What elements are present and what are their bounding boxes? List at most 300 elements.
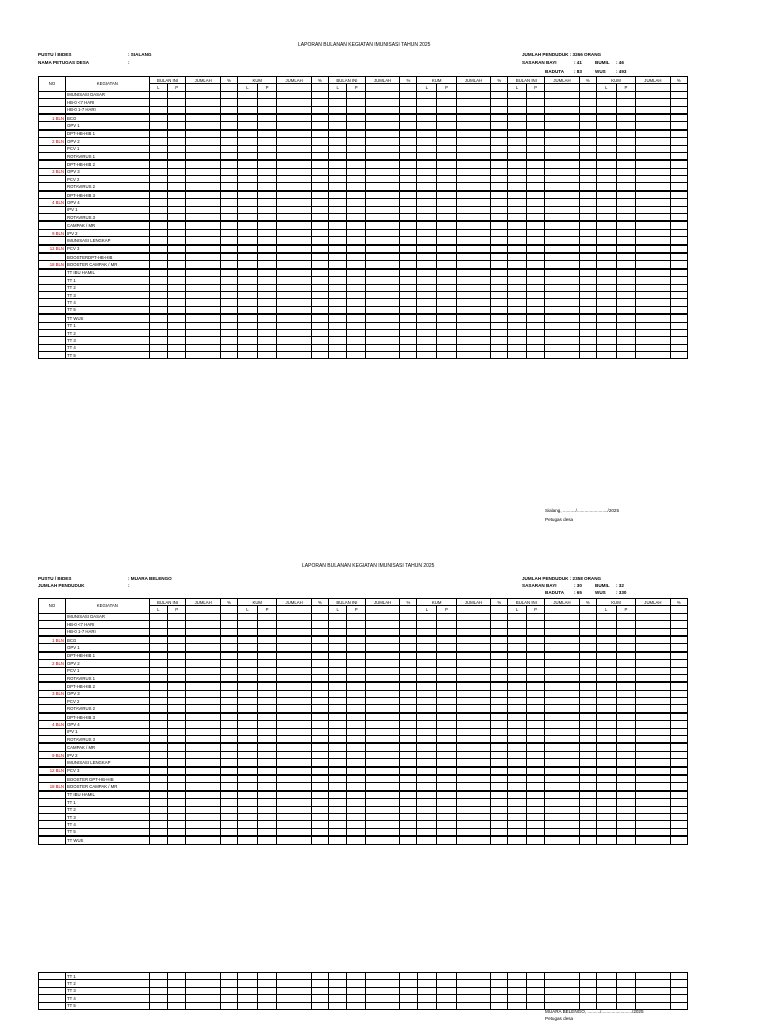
row-kegiatan: OPV 2: [66, 660, 150, 667]
data-cell: [238, 245, 258, 253]
data-cell: [545, 690, 579, 697]
data-cell: [238, 191, 258, 199]
row-kegiatan: DPT-HB-HIB 3: [66, 713, 150, 721]
data-cell: [277, 145, 311, 152]
table-row: [39, 767, 688, 775]
data-cell: [257, 352, 277, 359]
data-cell: [220, 644, 237, 652]
data-cell: [545, 199, 579, 206]
data-cell: [491, 806, 508, 813]
data-cell: [596, 114, 616, 122]
data-cell: [579, 221, 596, 229]
data-cell: [636, 152, 670, 160]
data-cell: [616, 813, 636, 820]
data-cell: [329, 299, 347, 306]
data-cell: [491, 306, 508, 314]
data-cell: [149, 261, 167, 269]
data-cell: [238, 269, 258, 277]
data-cell: [277, 667, 311, 674]
data-cell: [579, 743, 596, 751]
header-l: L: [508, 606, 526, 613]
data-cell: [186, 344, 220, 351]
data-cell: [168, 705, 186, 713]
data-cell: [277, 237, 311, 245]
data-cell: [347, 291, 365, 298]
data-cell: [636, 828, 670, 836]
table-row: [39, 183, 688, 191]
data-cell: [311, 114, 328, 122]
data-cell: [508, 206, 526, 213]
row-kegiatan: TT 4: [66, 821, 150, 828]
data-cell: [636, 682, 670, 690]
data-cell: [596, 828, 616, 836]
data-cell: [257, 191, 277, 199]
data-cell: [596, 130, 616, 138]
data-cell: [238, 674, 258, 682]
data-cell: [670, 628, 687, 636]
data-cell: [526, 690, 544, 697]
data-cell: [311, 314, 328, 322]
data-cell: [277, 322, 311, 329]
table-row: [39, 995, 688, 1002]
data-cell: [365, 152, 399, 160]
data-cell: [257, 973, 277, 980]
data-cell: [347, 337, 365, 344]
data-cell: [508, 667, 526, 674]
data-cell: [437, 821, 457, 828]
data-cell: [579, 644, 596, 652]
data-cell: [456, 229, 490, 236]
row-kegiatan: TT 1: [66, 799, 150, 806]
header-l: L: [329, 84, 347, 91]
data-cell: [238, 621, 258, 628]
table-row: [39, 106, 688, 114]
data-cell: [329, 698, 347, 705]
data-cell: [277, 152, 311, 160]
data-cell: [149, 299, 167, 306]
data-cell: [491, 199, 508, 206]
data-cell: [238, 229, 258, 236]
data-cell: [545, 713, 579, 721]
data-cell: [636, 199, 670, 206]
data-cell: [491, 751, 508, 758]
table-row: [39, 698, 688, 705]
row-kegiatan: TT 1: [66, 277, 150, 284]
data-cell: [168, 314, 186, 322]
header-group: %: [311, 77, 328, 84]
data-cell: [636, 130, 670, 138]
data-cell: [347, 183, 365, 191]
header-empty: [186, 606, 220, 613]
data-cell: [616, 836, 636, 844]
data-cell: [526, 987, 544, 994]
data-cell: [186, 652, 220, 660]
data-cell: [400, 743, 417, 751]
data-cell: [149, 728, 167, 735]
data-cell: [545, 836, 579, 844]
data-cell: [636, 337, 670, 344]
data-cell: [365, 145, 399, 152]
table-row: [39, 191, 688, 199]
data-cell: [670, 291, 687, 298]
header-empty: [311, 606, 328, 613]
data-cell: [526, 980, 544, 987]
data-cell: [168, 806, 186, 813]
data-cell: [257, 183, 277, 191]
data-cell: [168, 114, 186, 122]
data-cell: [437, 987, 457, 994]
data-cell: [526, 299, 544, 306]
data-cell: [526, 329, 544, 336]
data-cell: [670, 973, 687, 980]
data-cell: [526, 206, 544, 213]
data-cell: [417, 628, 437, 636]
data-cell: [220, 168, 237, 175]
data-cell: [417, 674, 437, 682]
data-cell: [277, 759, 311, 767]
table-row: [39, 91, 688, 98]
data-cell: [238, 667, 258, 674]
data-cell: [257, 245, 277, 253]
data-cell: [636, 176, 670, 183]
data-cell: [456, 314, 490, 322]
data-cell: [456, 995, 490, 1002]
table-row: [39, 122, 688, 130]
header-group: %: [670, 599, 687, 606]
data-cell: [508, 314, 526, 322]
data-cell: [526, 759, 544, 767]
data-cell: [508, 621, 526, 628]
data-cell: [596, 995, 616, 1002]
data-cell: [186, 168, 220, 175]
data-cell: [670, 767, 687, 775]
data-cell: [636, 299, 670, 306]
data-cell: [545, 821, 579, 828]
data-cell: [616, 682, 636, 690]
data-cell: [508, 674, 526, 682]
row-kegiatan: HB-0 <7 HARI: [66, 99, 150, 106]
data-cell: [526, 767, 544, 775]
data-cell: [636, 799, 670, 806]
data-cell: [545, 99, 579, 106]
data-cell: [437, 767, 457, 775]
data-cell: [670, 698, 687, 705]
row-age-group: [39, 775, 66, 783]
data-cell: [491, 130, 508, 138]
header-p: P: [168, 606, 186, 613]
data-cell: [365, 284, 399, 291]
data-cell: [365, 743, 399, 751]
data-cell: [636, 987, 670, 994]
data-cell: [347, 644, 365, 652]
row-age-group: [39, 122, 66, 130]
data-cell: [311, 980, 328, 987]
data-cell: [616, 214, 636, 222]
data-cell: [329, 613, 347, 620]
data-cell: [526, 176, 544, 183]
data-cell: [329, 114, 347, 122]
data-cell: [311, 337, 328, 344]
data-cell: [329, 306, 347, 314]
data-cell: [545, 114, 579, 122]
data-cell: [347, 698, 365, 705]
data-cell: [149, 767, 167, 775]
data-cell: [491, 160, 508, 168]
data-cell: [329, 836, 347, 844]
data-cell: [545, 759, 579, 767]
data-cell: [596, 306, 616, 314]
row-age-group: [39, 145, 66, 152]
data-cell: [329, 145, 347, 152]
data-cell: [186, 176, 220, 183]
data-cell: [311, 698, 328, 705]
data-cell: [437, 973, 457, 980]
data-cell: [400, 806, 417, 813]
table-row: [39, 199, 688, 206]
row-kegiatan: TT 4: [66, 344, 150, 351]
data-cell: [329, 337, 347, 344]
row-kegiatan: TT 4: [66, 299, 150, 306]
data-cell: [329, 106, 347, 114]
data-cell: [220, 352, 237, 359]
row-kegiatan: TT 4: [66, 995, 150, 1002]
data-cell: [456, 667, 490, 674]
data-cell: [437, 652, 457, 660]
row-kegiatan: OPV 4: [66, 199, 150, 206]
data-cell: [636, 652, 670, 660]
data-cell: [508, 613, 526, 620]
data-cell: [491, 269, 508, 277]
data-cell: [526, 713, 544, 721]
row-age-group: [39, 299, 66, 306]
data-cell: [526, 674, 544, 682]
data-cell: [149, 145, 167, 152]
data-cell: [257, 91, 277, 98]
data-cell: [579, 799, 596, 806]
data-cell: [149, 214, 167, 222]
data-cell: [579, 152, 596, 160]
baduta-label-2: BADUTA: [545, 590, 565, 595]
data-cell: [596, 329, 616, 336]
data-cell: [596, 229, 616, 236]
data-cell: [596, 314, 616, 322]
data-cell: [168, 284, 186, 291]
row-age-group: [39, 329, 66, 336]
data-cell: [491, 314, 508, 322]
data-cell: [257, 621, 277, 628]
data-cell: [456, 145, 490, 152]
data-cell: [149, 114, 167, 122]
data-cell: [491, 698, 508, 705]
data-cell: [365, 799, 399, 806]
data-cell: [508, 767, 526, 775]
data-cell: [168, 245, 186, 253]
data-cell: [491, 168, 508, 175]
wus-label-1: WUS: [595, 69, 606, 74]
data-cell: [456, 705, 490, 713]
data-cell: [365, 122, 399, 130]
data-cell: [616, 721, 636, 728]
data-cell: [636, 690, 670, 697]
data-cell: [456, 269, 490, 277]
data-cell: [238, 145, 258, 152]
row-age-group: [39, 806, 66, 813]
data-cell: [491, 621, 508, 628]
header-group: JUMLAH: [456, 599, 490, 606]
data-cell: [545, 775, 579, 783]
header-l: L: [149, 84, 167, 91]
data-cell: [329, 253, 347, 261]
row-kegiatan: DPT-HB-HIB 1: [66, 652, 150, 660]
data-cell: [311, 613, 328, 620]
row-age-group: [39, 759, 66, 767]
data-cell: [508, 306, 526, 314]
data-cell: [238, 106, 258, 114]
header-empty: [277, 606, 311, 613]
data-cell: [417, 698, 437, 705]
data-cell: [491, 980, 508, 987]
data-cell: [545, 728, 579, 735]
data-cell: [329, 245, 347, 253]
table-row: [39, 636, 688, 644]
data-cell: [456, 122, 490, 130]
data-cell: [257, 99, 277, 106]
data-cell: [437, 122, 457, 130]
data-cell: [400, 106, 417, 114]
data-cell: [220, 751, 237, 758]
data-cell: [329, 652, 347, 660]
data-cell: [636, 628, 670, 636]
data-cell: [149, 306, 167, 314]
data-cell: [311, 628, 328, 636]
data-cell: [545, 995, 579, 1002]
data-cell: [670, 728, 687, 735]
data-cell: [456, 690, 490, 697]
data-cell: [616, 306, 636, 314]
table-row: [39, 836, 688, 844]
data-cell: [508, 682, 526, 690]
table-row: [39, 690, 688, 697]
data-cell: [616, 799, 636, 806]
data-cell: [579, 813, 596, 820]
data-cell: [508, 713, 526, 721]
data-cell: [257, 160, 277, 168]
data-cell: [616, 152, 636, 160]
data-cell: [311, 229, 328, 236]
data-cell: [456, 751, 490, 758]
data-cell: [508, 660, 526, 667]
data-cell: [238, 253, 258, 261]
data-cell: [277, 206, 311, 213]
data-cell: [579, 828, 596, 836]
data-cell: [365, 751, 399, 758]
data-cell: [491, 277, 508, 284]
data-cell: [526, 138, 544, 145]
header-p: P: [168, 84, 186, 91]
data-cell: [277, 821, 311, 828]
data-cell: [311, 183, 328, 191]
data-cell: [456, 980, 490, 987]
data-cell: [417, 221, 437, 229]
data-cell: [670, 106, 687, 114]
data-cell: [186, 736, 220, 744]
data-cell: [491, 783, 508, 791]
row-kegiatan: BOOSTER CAMPAK / MR: [66, 261, 150, 269]
data-cell: [186, 183, 220, 191]
data-cell: [545, 667, 579, 674]
data-cell: [168, 352, 186, 359]
data-cell: [149, 705, 167, 713]
immunization-table-2-continued: [38, 972, 688, 1010]
data-cell: [491, 660, 508, 667]
data-cell: [526, 145, 544, 152]
data-cell: [579, 284, 596, 291]
data-cell: [579, 176, 596, 183]
data-cell: [616, 628, 636, 636]
data-cell: [149, 344, 167, 351]
data-cell: [670, 667, 687, 674]
data-cell: [347, 306, 365, 314]
row-kegiatan: DPT-HB-HIB 1: [66, 130, 150, 138]
data-cell: [220, 160, 237, 168]
data-cell: [545, 329, 579, 336]
row-kegiatan: PCV 3: [66, 245, 150, 253]
table-row: [39, 130, 688, 138]
data-cell: [257, 721, 277, 728]
data-cell: [257, 138, 277, 145]
data-cell: [545, 284, 579, 291]
row-kegiatan: TT 1: [66, 322, 150, 329]
data-cell: [329, 130, 347, 138]
data-cell: [491, 813, 508, 820]
data-cell: [311, 690, 328, 697]
data-cell: [149, 743, 167, 751]
data-cell: [238, 221, 258, 229]
data-cell: [347, 237, 365, 245]
report-title-1: LAPORAN BULANAN KEGIATAN IMUNISASI TAHUN 2025: [298, 42, 431, 48]
data-cell: [400, 206, 417, 213]
data-cell: [257, 237, 277, 245]
data-cell: [257, 206, 277, 213]
data-cell: [277, 690, 311, 697]
data-cell: [670, 245, 687, 253]
row-kegiatan: BCG: [66, 114, 150, 122]
data-cell: [365, 176, 399, 183]
data-cell: [168, 160, 186, 168]
data-cell: [616, 828, 636, 836]
data-cell: [526, 160, 544, 168]
data-cell: [456, 767, 490, 775]
data-cell: [186, 775, 220, 783]
data-cell: [670, 284, 687, 291]
data-cell: [365, 299, 399, 306]
data-cell: [670, 329, 687, 336]
table-row: [39, 152, 688, 160]
data-cell: [257, 660, 277, 667]
data-cell: [220, 306, 237, 314]
data-cell: [149, 352, 167, 359]
data-cell: [437, 284, 457, 291]
table-row: [39, 980, 688, 987]
data-cell: [670, 130, 687, 138]
table-row: [39, 628, 688, 636]
row-kegiatan: BCG: [66, 636, 150, 644]
data-cell: [636, 284, 670, 291]
data-cell: [220, 191, 237, 199]
header-p: P: [347, 84, 365, 91]
data-cell: [365, 337, 399, 344]
data-cell: [347, 99, 365, 106]
